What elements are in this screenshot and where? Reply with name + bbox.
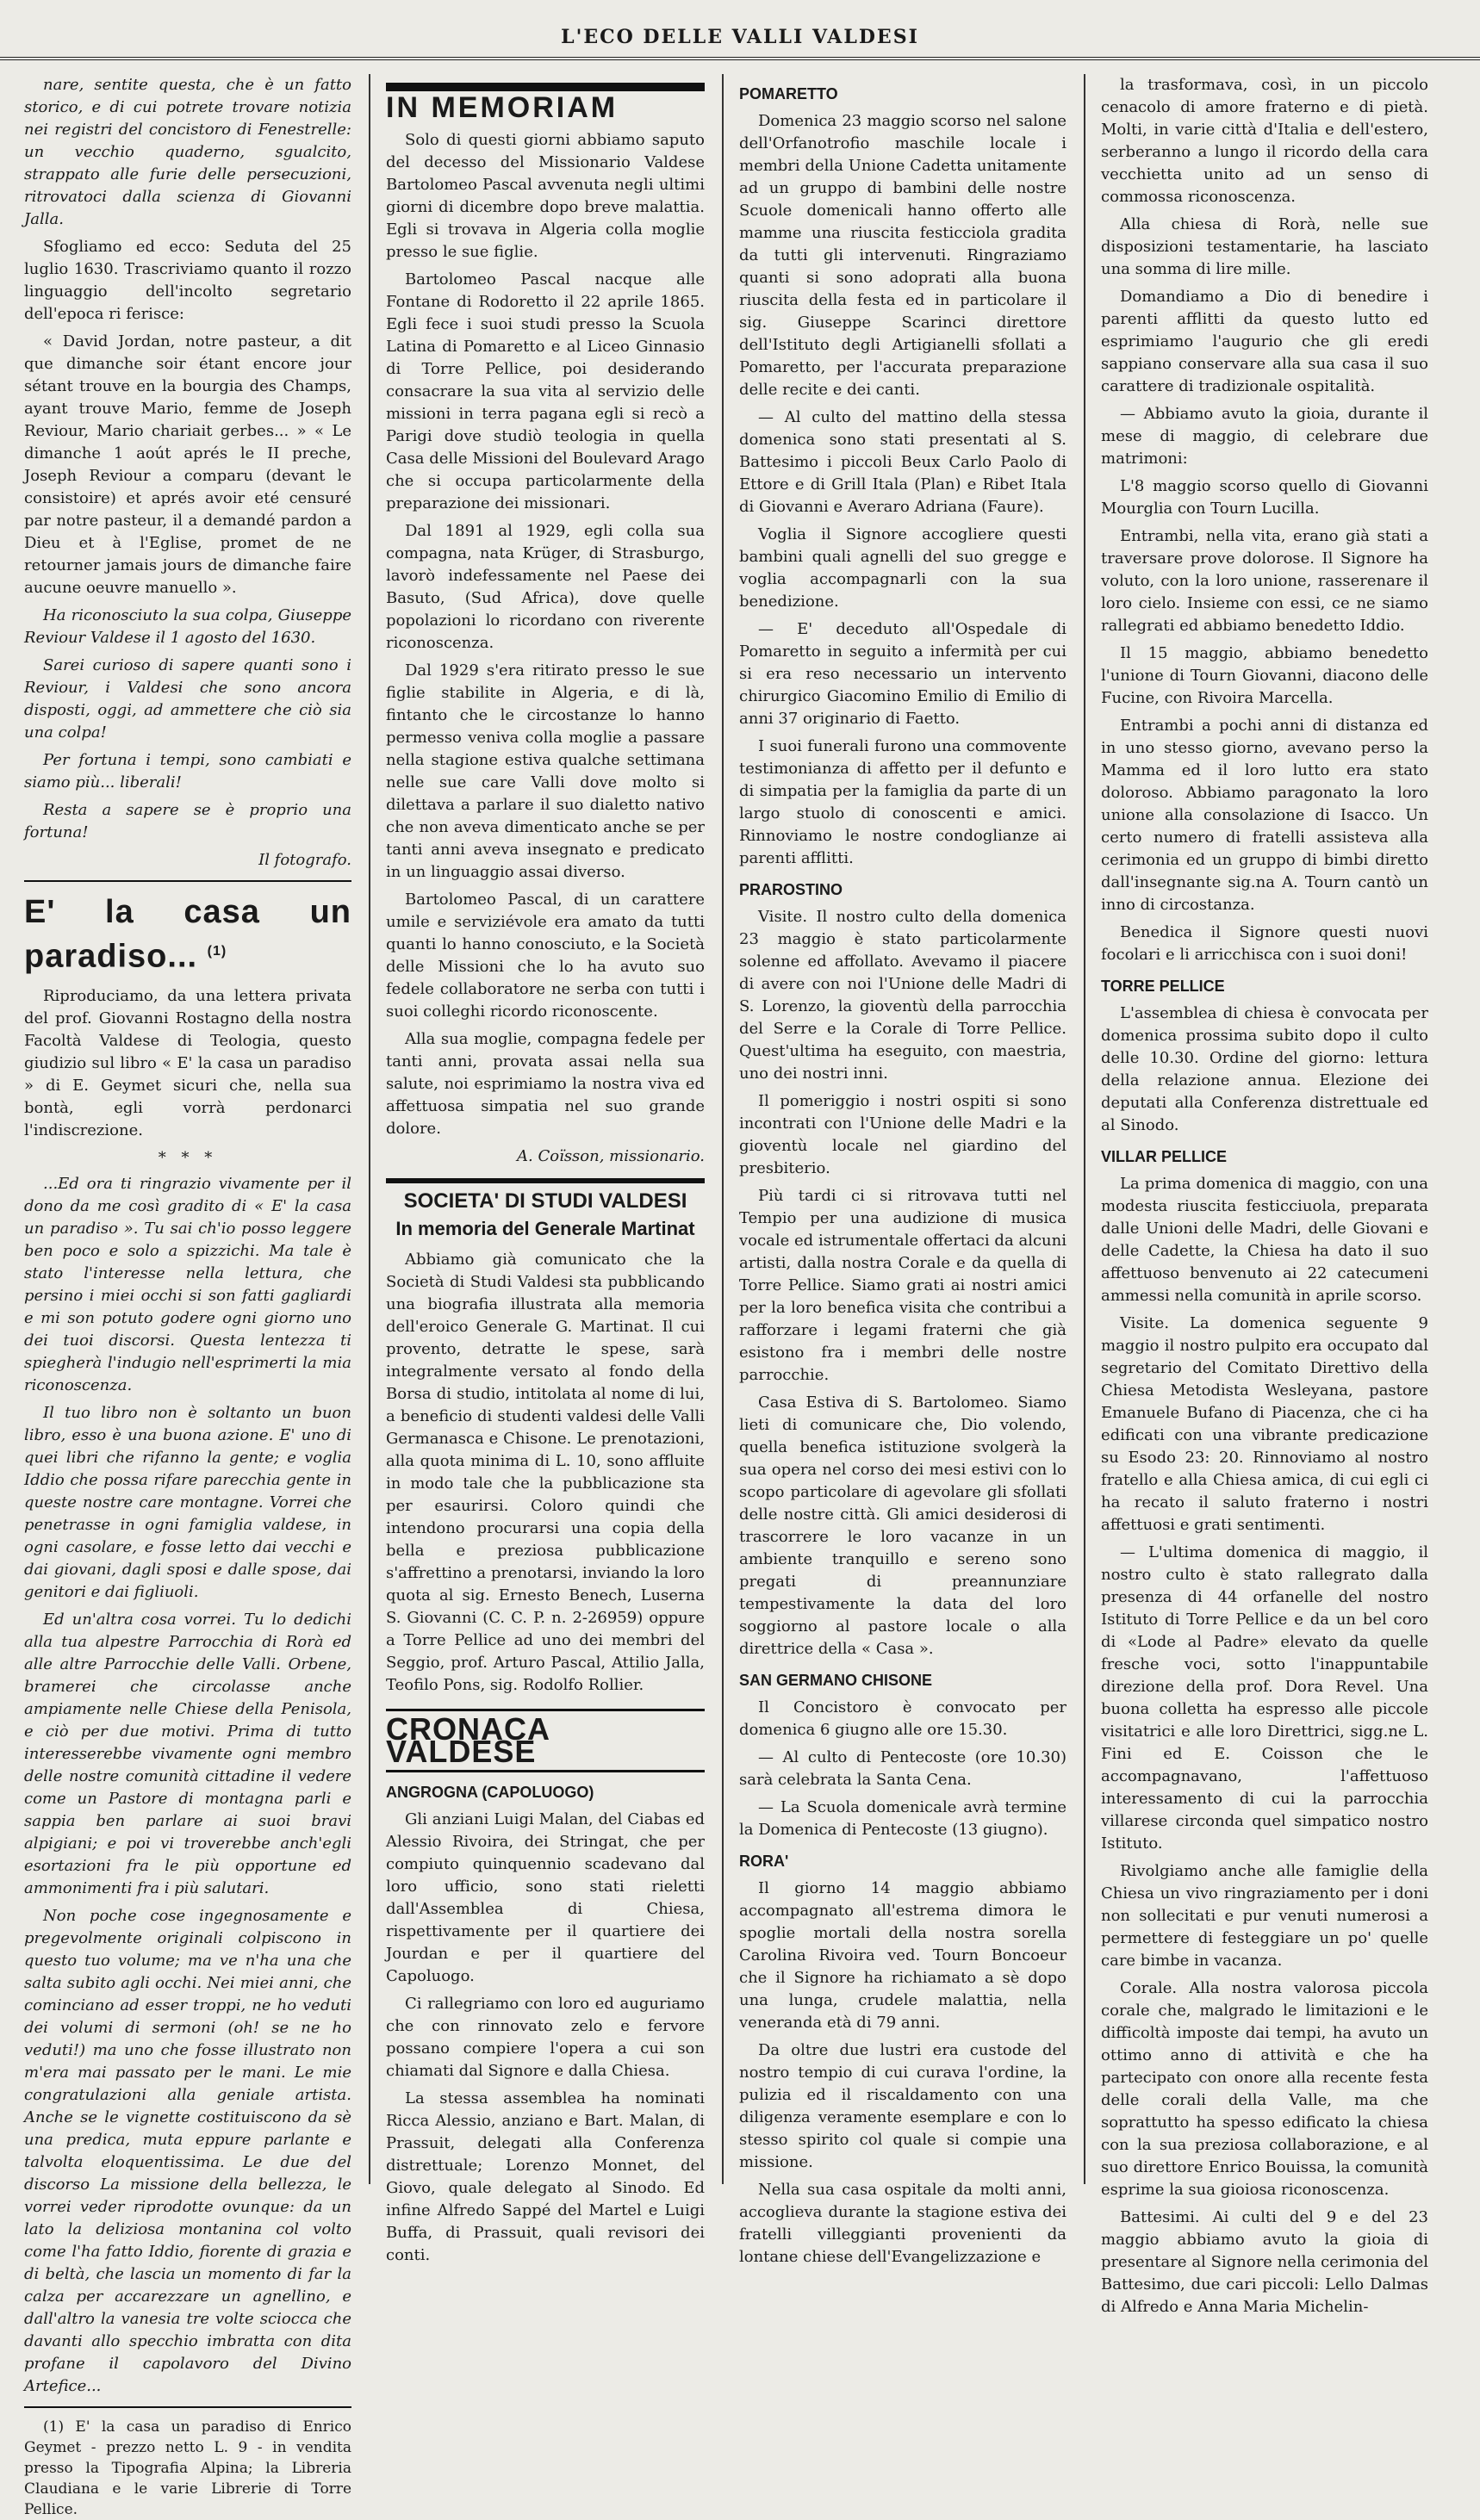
paragraph: Domandiamo a Dio di benedire i parenti afflitti da questo lutto ed esprimiamo l'augurio che gli eredi sappiano conservare alla sua casa il suo carattere di tradizionale ospitalità. xyxy=(1101,288,1428,395)
divider xyxy=(24,880,351,882)
paragraph: Il pomeriggio i nostri ospiti si sono incontrati con l'Unione delle Madri e la gioventù locale nel giardino del presbiterio. xyxy=(739,1092,1066,1177)
paragraph: Entrambi a pochi anni di distanza ed in uno stesso giorno, avevano perso la Mamma ed il loro lutto era stato doloroso. Abbiamo paragonato la loro unione alla consolazione di Isacco. Un certo numero di fratelli assisteva alla cerimonia ed un gruppo di bimbi diretto dall'insegnante sig.na A. Tourn cantò un inno di circostanza. xyxy=(1101,717,1428,914)
paragraph: — La Scuola domenicale avrà termine la Domenica di Pentecoste (13 giugno). xyxy=(739,1798,1066,1839)
paragraph: — L'ultima domenica di maggio, il nostro culto è stato rallegrato dalla presenza di 44 orfanelle del nostro Istituto di Torre Pellice e da un bel coro di «Lode al Padre» elevato da quelle fresche voci, sotto l'inappuntabile direzione della prof. Dora Revel. Una buona colletta ha espresso alle piccole visitatrici e alle loro Direttrici, sigg.ne L. Fini ed E. Coisson che le accompagnavano, l'affettuoso interessamento di cui la parrocchia villarese circonda quel simpatico nostro Istituto. xyxy=(1101,1543,1428,1853)
paragraph: Ed un'altra cosa vorrei. Tu lo dedichi alla tua alpestre Parrocchia di Rorà ed alle altre Parrocchie delle Valli. Orbene, bramerei che circolasse anche ampiamente nelle Chiese della Penisola, e ciò per due motivi. Prima di tutto interesserebbe vivamente ogni membro delle nostre comunità cittadine il vedere come un Pastore di montagna parli e sappia ben parlare ai suoi bravi alpigiani; e poi vi troverebbe anch'egli esortazioni fra le più opportune ed ammonimenti fra i più salutari. xyxy=(24,1610,351,1897)
section-title-memoriam: IN MEMORIAM xyxy=(386,83,705,119)
paragraph: Nella sua casa ospitale da molti anni, accoglieva durante la stagione estiva dei fratelli villeggianti provenienti da lontane chiese dell'Evangelizzazione e xyxy=(739,2181,1066,2266)
paragraph: nare, sentite questa, che è un fatto storico, e di cui potrete trovare notizia nei registri del concistoro di Fenestrelle: un vecchio quaderno, sgualcito, strappato alle furie delle persecuzioni, ritrovatoci dalla scienza di Giovanni Jalla. xyxy=(24,76,351,228)
paragraph: Corale. Alla nostra valorosa piccola corale che, malgrado le limitazioni e le difficoltà imposte dai tempi, ha avuto un ottimo anno di attività e che ha partecipato con onore alla recente festa delle corali della Valle, ma che soprattutto ha spesso edificato la chiesa con la sua preziosa collaborazione, e al suo direttore Enrico Bouissa, la comunità esprime la sua gioiosa riconoscenza. xyxy=(1101,1979,1428,2199)
paragraph: Benedica il Signore questi nuovi focolari e li arricchisca con i suoi doni! xyxy=(1101,923,1428,964)
article-title xyxy=(24,892,351,977)
paragraph: — Abbiamo avuto la gioia, durante il mese di maggio, di celebrare due matrimoni: xyxy=(1101,405,1428,468)
paragraph: la trasformava, così, in un piccolo cenacolo di amore fraterno e di pietà. Molti, in varie città d'Italia e dell'estero, serberanno a lungo il ricordo della cara vecchietta unito ad un senso di commossa riconoscenza. xyxy=(1101,76,1428,206)
paragraph: Solo di questi giorni abbiamo saputo del decesso del Missionario Valdese Bartolomeo Pascal avvenuta negli ultimi giorni di dicembre dopo breve malattia. Egli si trovava in Algeria colla moglie presso le sue figlie. xyxy=(386,131,705,261)
location-heading: PRAROSTINO xyxy=(739,881,843,898)
paragraph: Gli anziani Luigi Malan, del Ciabas ed Alessio Rivoira, dei Stringat, che per compiuto quinquennio scadevano dal loro ufficio, sono stati rieletti dall'Assemblea di Chiesa, rispettivamente per il quartiere dei Jourdan e per il quartiere del Capoluogo. xyxy=(386,1810,705,1985)
paragraph: Sarei curioso di sapere quanti sono i Reviour, i Valdesi che sono ancora disposti, oggi, ad ammettere che ciò sia una colpa! xyxy=(24,656,351,742)
paragraph: « David Jordan, notre pasteur, a dit que dimanche soir étant encore jour sétant trouve en la bourgia des Champs, ayant trouve Mario, femme de Joseph Reviour, Mario chariait gerbes... » « Le dimanche 1 aoút aprés le II preche, Joseph Reviour a comparu (devant le consistoire) et aprés avoir eté censuré par notre pasteur, il a demandé pardon a Dieu et à l'Eglise, promet de ne retourner jamais jours de dimanche faire aucune oeuvre manuello ». xyxy=(24,332,351,597)
column-rule xyxy=(369,74,370,2184)
paragraph: La prima domenica di maggio, con una modesta riuscita festicciuola, preparata dalle Unioni delle Madri, delle Giovani e delle Cadette, la Chiesa ha dato il suo affettuoso benvenuto ai 22 catecumeni ammessi nella comunità in aprile scorso. xyxy=(1101,1175,1428,1305)
column-3 xyxy=(739,74,1066,2266)
paragraph: Ci rallegriamo con loro ed auguriamo che con rinnovato zelo e fervore possano compiere l'opera a cui son chiamati dal Signore e dalla Chiesa. xyxy=(386,1995,705,2080)
column-rule xyxy=(1084,74,1085,2184)
paragraph: Rivolgiamo anche alle famiglie della Chiesa un vivo ringraziamento per i doni non sollecitati e pur venuti numerosi a permettere di festeggiare un po' quelle care bimbe in vacanza. xyxy=(1101,1862,1428,1970)
paragraph: Per fortuna i tempi, sono cambiati e siamo più... liberali! xyxy=(24,751,351,791)
divider xyxy=(24,2406,351,2408)
paragraph: Non poche cose ingegnosamente e pregevolmente originali colpiscono in questo tuo volume; ma ve n'ha una che salta subito agli occhi. Nei miei anni, che cominciano ad esser troppi, ne ho veduti dei volumi di sermoni (oh! se ne ho veduti!) ma uno che fosse illustrato non m'era mai passato per le mani. Le mie congratulazioni alla geniale artista. Anche se le vignette costituiscono da sè una predica, muta eppure parlante e talvolta eloquentissima. Le due del discorso La missione della bellezza, le vorrei veder riprodotte ovunque: da un lato la deliziosa montanina col volto come l'ha fatto Iddio, fiorente di grazia e di beltà, che lascia un momento di far la calza per accarezzare un agnellino, e dall'altro la vanesia tre volte sciocca che davanti allo specchio imbratta con dita profane il capolavoro del Divino Artefice... xyxy=(24,1906,351,2395)
location-heading: POMARETTO xyxy=(739,85,838,102)
location-heading: ANGROGNA (CAPOLUOGO) xyxy=(386,1784,594,1801)
signature: Il fotografo. xyxy=(258,851,351,869)
column-rule xyxy=(722,74,724,2184)
location-heading: RORA' xyxy=(739,1853,789,1870)
paragraph: Il giorno 14 maggio abbiamo accompagnato all'estrema dimora le spoglie mortali della nostra sorella Carolina Rivoira ved. Tourn Boncoeur che il Signore ha richiamato a sè dopo una lunga, crudele malattia, nella veneranda età di 79 anni. xyxy=(739,1879,1066,2032)
paragraph: Casa Estiva di S. Bartolomeo. Siamo lieti di comunicare che, Dio volendo, quella benefica istituzione svolgerà la sua opera nel corso dei mesi estivi con lo scopo particolare di agevolare gli sfollati delle nostre città. Gli amici desiderosi di trascorrere le loro vacanze in un ambiente tranquillo e sereno sono pregati di preannunziare tempestivamente la data del loro soggiorno al pastore locale o alla direttrice della « Casa ». xyxy=(739,1393,1066,1658)
paragraph: I suoi funerali furono una commovente testimonianza di affetto per il defunto e di simpatia per la famiglia da parte di un largo stuolo di conoscenti e amici. Rinnoviamo le nostre condoglianze ai parenti afflitti. xyxy=(739,737,1066,867)
paragraph: — E' deceduto all'Ospedale di Pomaretto in seguito a infermità per cui si era reso necessario un intervento chirurgico Giacomino Emilio di Emilio di anni 37 originario di Faetto. xyxy=(739,620,1066,728)
column-4 xyxy=(1101,74,1428,2316)
paragraph: La stessa assemblea ha nominati Ricca Alessio, anziano e Bart. Malan, di Prassuit, delegati alla Conferenza distrettuale; Lorenzo Monnet, del Giovo, quale delegato al Sinodo. Ed infine Alfredo Sappé del Martel e Luigi Buffa, di Prassuit, quali revisori dei conti. xyxy=(386,2089,705,2264)
paragraph: Entrambi, nella vita, erano già stati a traversare prove dolorose. Il Signore ha voluto, con la loro unione, rasserenare il loro cielo. Insieme con essi, ce ne siamo rallegrati ed abbiamo benedetto Iddio. xyxy=(1101,527,1428,635)
section-title-societa: SOCIETA' DI STUDI VALDESI xyxy=(386,1178,705,1213)
location-heading: TORRE PELLICE xyxy=(1101,978,1225,995)
paragraph: Alla sua moglie, compagna fedele per tanti anni, provata assai nella sua salute, noi esprimiamo la nostra viva ed affettuosa simpatia nel suo grande dolore. xyxy=(386,1030,705,1138)
paragraph: Abbiamo già comunicato che la Società di Studi Valdesi sta pubblicando una biografia illustrata alla memoria dell'eroico Generale G. Martinat. Il cui provento, detratte le spese, sarà integralmente versato al fondo della Borsa di studio, intitolata al nome di lui, a beneficio di studenti valdesi delle Valli Germanasca e Chisone. Le prenotazioni, alla quota minima di L. 10, sono affluite in modo tale che la pubblicazione sta per esaurirsi. Coloro quindi che intendono procurarsi una copia della bella e preziosa pubblicazione s'affrettino a prenotarsi, inviando la loro quota al sig. Ernesto Benech, Luserna S. Giovanni (C. C. P. n. 2-26959) oppure a Torre Pellice ad uno dei membri del Seggio, prof. Arturo Pascal, Attilio Jalla, Teofilo Pons, sig. Rodolfo Rollier. xyxy=(386,1251,705,1694)
paragraph: L'8 maggio scorso quello di Giovanni Mourglia con Tourn Lucilla. xyxy=(1101,477,1428,518)
paragraph: L'assemblea di chiesa è convocata per domenica prossima subito dopo il culto delle 10.30. Ordine del giorno: lettura della relazione annua. Elezione dei deputati alla Conferenza distrettuale ed al Sinodo. xyxy=(1101,1004,1428,1134)
paragraph: Il tuo libro non è soltanto un buon libro, esso è una buona azione. E' uno di quei libri che rifanno la gente; e voglia Iddio che possa rifare parecchia gente in queste nostre care montagne. Vorrei che penetrasse in ogni famiglia valdese, in ogni casolare, e fosse letto dai vecchi e dai giovani, dagli sposi e dalle spose, dai genitori e dai figliuoli. xyxy=(24,1403,351,1601)
article-subtitle: In memoria del Generale Martinat xyxy=(395,1218,695,1239)
paragraph: Domenica 23 maggio scorso nel salone dell'Orfanotrofio maschile locale i membri della Unione Cadetta unitamente ad un gruppo di bambini delle nostre Scuole domenicali hanno offerto alle mamme una riuscita festicciola gradita da tutti gli intervenuti. Ringraziamo quanti si sono adoprati alla buona riuscita della festa ed in particolare il sig. Giuseppe Scarinci direttore dell'Istituto degli Artigianelli sfollati a Pomaretto, per l'accurata preparazione delle recite e dei canti. xyxy=(739,112,1066,399)
paragraph: Da oltre due lustri era custode del nostro tempio di cui curava l'ordine, la pulizia ed il riscaldamento con una diligenza veramente esemplare e con lo stesso spirito col quale si compie una missione. xyxy=(739,2041,1066,2171)
column-1 xyxy=(24,74,351,2518)
paragraph: Il 15 maggio, abbiamo benedetto l'unione di Tourn Giovanni, diacono delle Fucine, con Rivoira Marcella. xyxy=(1101,644,1428,707)
location-heading: SAN GERMANO CHISONE xyxy=(739,1672,933,1689)
paragraph: Voglia il Signore accogliere questi bambini quali agnelli del suo gregge e voglia accompagnarli con la sua benedizione. xyxy=(739,525,1066,611)
signature: A. Coïsson, missionario. xyxy=(517,1147,705,1165)
paragraph: Più tardi ci si ritrovava tutti nel Tempio per una audizione di musica vocale ed istrumentale offertaci da alcuni artisti, dalla nostra Corale e da quella di Torre Pellice. Siamo grati ai nostri amici per la loro benefica visita che contribui a rafforzare i legami fraterni che già esistono fra i membri delle nostre parrocchie. xyxy=(739,1187,1066,1384)
footnote: (1) E' la casa un paradiso di Enrico Geymet - prezzo netto L. 9 - in vendita presso la Tipografia Alpina; la Libreria Claudiana e le varie Librerie di Torre Pellice. xyxy=(24,2418,351,2518)
paragraph: Bartolomeo Pascal nacque alle Fontane di Rodoretto il 22 aprile 1865. Egli fece i suoi studi presso la Scuola Latina di Pomaretto e al Liceo Ginnasio di Torre Pellice, poi desiderando consacrare la sua vita al servizio delle missioni in terra pagana egli si recò a Parigi dove studiò teologia in quella Casa delle Missioni del Boulevard Arago che si occupa particolarmente della preparazione dei missionari. xyxy=(386,270,705,512)
paragraph: — Al culto del mattino della stessa domenica sono stati presentati al S. Battesimo i piccoli Beux Carlo Paolo di Ettore e di Grill Itala (Plan) e Ribet Itala di Giovanni e Averaro Adriana (Faure). xyxy=(739,408,1066,516)
paragraph: — Al culto di Pentecoste (ore 10.30) sarà celebrata la Santa Cena. xyxy=(739,1748,1066,1789)
paragraph: Alla chiesa di Rorà, nelle sue disposizioni testamentarie, ha lasciato una somma di lire mille. xyxy=(1101,215,1428,278)
paragraph: Resta a sapere se è proprio una fortuna! xyxy=(24,801,351,841)
paragraph: Riproduciamo, da una lettera privata del prof. Giovanni Rostagno della nostra Facoltà Valdese di Teologia, questo giudizio sul libro « E' la casa un paradiso » di E. Geymet sicuri che, nella sua bontà, egli vorrà perdonarci l'indiscrezione. xyxy=(24,986,351,1139)
section-title-cronaca: CRONACA VALDESE xyxy=(386,1709,705,1772)
paragraph: Sfogliamo ed ecco: Seduta del 25 luglio 1630. Trascriviamo quanto il rozzo linguaggio dell'incolto segretario dell'epoca ri ferisce: xyxy=(24,238,351,323)
location-heading: VILLAR PELLICE xyxy=(1101,1148,1228,1165)
column-2 xyxy=(386,74,705,2264)
footnote-marker: (1) xyxy=(207,944,227,959)
separator: * * * xyxy=(158,1148,218,1167)
masthead xyxy=(0,0,1480,60)
paragraph: Dal 1891 al 1929, egli colla sua compagna, nata Krüger, di Strasburgo, lavorò indefessamente nel Paese dei Basuto, (Sud Africa), dove quelle popolazioni lo ricordano con riverente riconoscenza. xyxy=(386,522,705,652)
paragraph: Battesimi. Ai culti del 9 e del 23 maggio abbiamo avuto la gioia di presentare al Signore nella cerimonia del Battesimo, due cari piccoli: Lello Dalmas di Alfredo e Anna Maria Michelin- xyxy=(1101,2208,1428,2316)
paragraph: Bartolomeo Pascal, di un carattere umile e serviziévole era amato da tutti quanti lo hanno conosciuto, e la Società delle Missioni che lo ha avuto suo fedele collaboratore ne serba con tutti i suoi colleghi ricordo riconoscente. xyxy=(386,891,705,1021)
paragraph: Il Concistoro è convocato per domenica 6 giugno alle ore 15.30. xyxy=(739,1698,1066,1739)
masthead-title: L'ECO DELLE VALLI VALDESI xyxy=(561,26,919,48)
paragraph: Visite. La domenica seguente 9 maggio il nostro pulpito era occupato dal segretario del Comitato Direttivo della Chiesa Metodista Wesleyana, pastore Emanuele Bufano di Piacenza, che ci ha edificati con una vibrante predicazione su Esodo 23: 20. Rinnoviamo al nostro fratello e alla Chiesa amica, di cui egli ci ha recato il saluto fraterno i nostri affettuosi e grati sentimenti. xyxy=(1101,1314,1428,1534)
paragraph: Ha riconosciuto la sua colpa, Giuseppe Reviour Valdese il 1 agosto del 1630. xyxy=(24,606,351,647)
paragraph: ...Ed ora ti ringrazio vivamente per il dono da me così gradito di « E' la casa un paradiso ». Tu sai ch'io posso leggere ben poco e solo a spizzichi. Ma tale è stato l'interesse nella lettura, che persino i miei occhi si son fatti gagliardi e mi son potuto godere ogni giorno uno dei tuoi discorsi. Questa lentezza ti spiegherà l'indugio nell'esprimerti la mia riconoscenza. xyxy=(24,1174,351,1394)
paragraph: Visite. Il nostro culto della domenica 23 maggio è stato particolarmente solenne ed affollato. Avevamo il piacere di avere con noi l'Unione delle Madri di S. Lorenzo, la gioventù della parrocchia del Serre e la Corale di Torre Pellice. Quest'ultima ha eseguito, con maestria, uno dei nostri inni. xyxy=(739,908,1066,1083)
paragraph: Dal 1929 s'era ritirato presso le sue figlie stabilite in Algeria, e di là, fintanto che le circostanze lo hanno permesso veniva colla moglie a passare nella stagione estiva qualche settimana nelle sue care Valli dove molto si dilettava a parlare il suo dialetto nativo che non aveva dimenticato anche se per tanti anni aveva insegnato e predicato in un linguaggio assai diverso. xyxy=(386,661,705,881)
article-title-text: E' la casa un paradiso... xyxy=(24,894,351,975)
